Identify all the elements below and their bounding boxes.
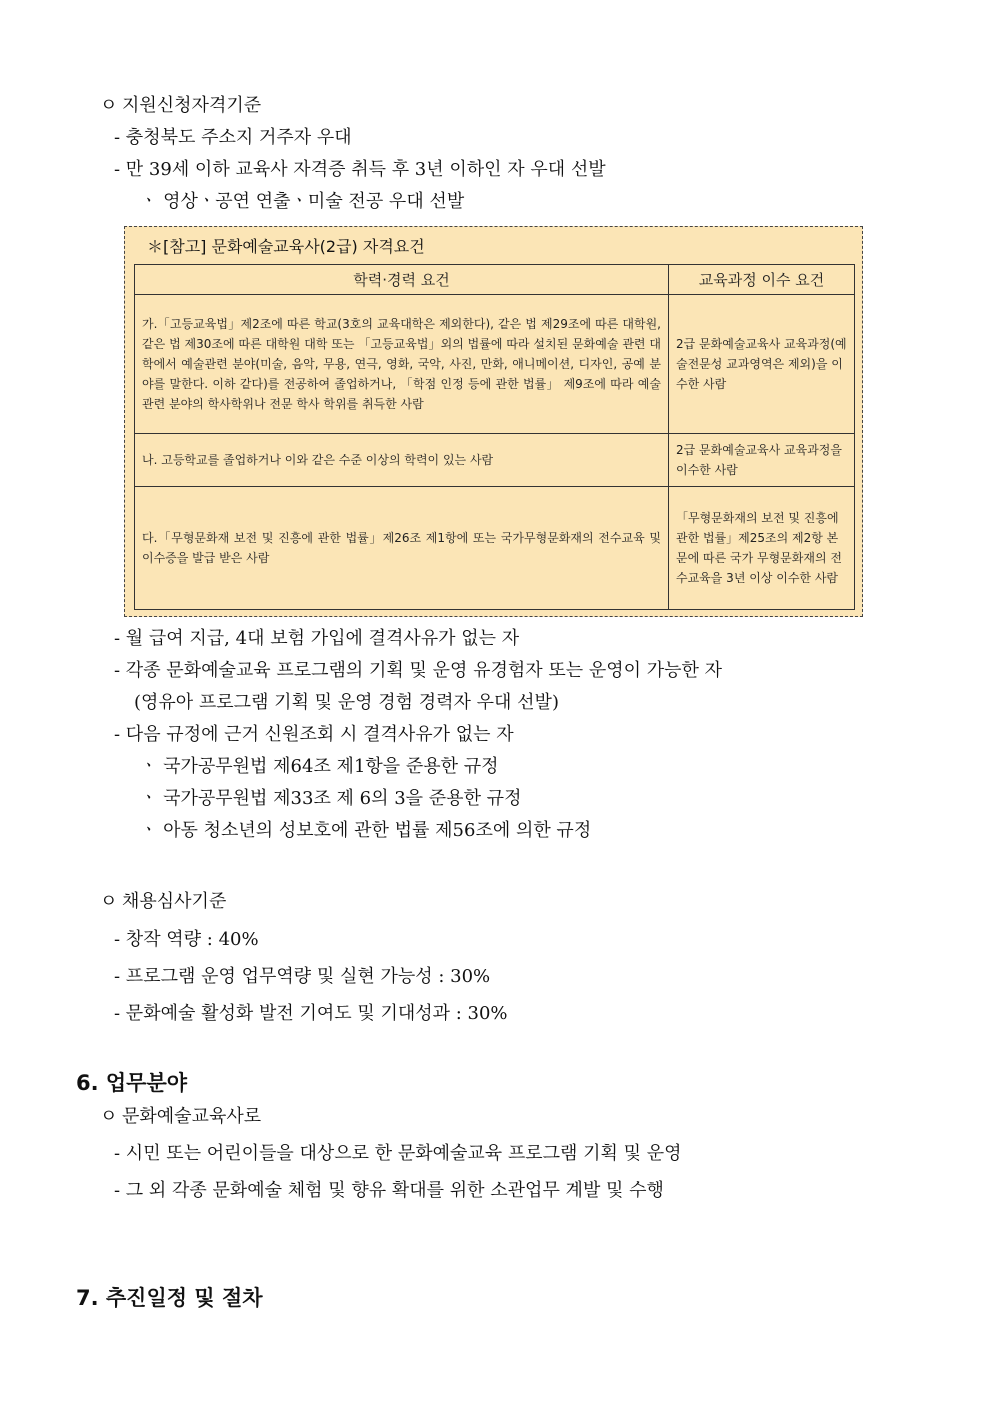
table-row — [135, 487, 855, 610]
requirements-table — [134, 264, 855, 610]
more-qual-7: ㆍ 아동 청소년의 성보호에 관한 법률 제56조에 의한 규정 — [140, 820, 592, 841]
header-course: 교육과정 이수 요건 — [669, 265, 855, 295]
more-qual-2: - 각종 문화예술교육 프로그램의 기획 및 운영 유경험자 또는 운영이 가능한 자 — [114, 660, 723, 681]
section-6-sub: ㅇ 문화예술교육사로 — [100, 1106, 262, 1127]
more-qual-4: - 다음 규정에 근거 신원조회 시 결격사유가 없는 자 — [114, 724, 514, 745]
screening-item-2: - 프로그램 운영 업무역량 및 실현 가능성 : 30% — [114, 966, 491, 987]
row-2-left: 나. 고등학교를 졸업하거나 이와 같은 수준 이상의 학력이 있는 사람 — [135, 434, 669, 487]
table-row — [135, 295, 855, 434]
qual-subitem-1: ㆍ 영상ㆍ공연 연출ㆍ미술 전공 우대 선발 — [140, 191, 465, 212]
screening-item-1: - 창작 역량 : 40% — [114, 929, 259, 950]
circle-bullet: ㅇ — [100, 891, 118, 912]
row-1-right: 2급 문화예술교육사 교육과정(예술전문성 교과영역은 제외)을 이수한 사람 — [669, 295, 855, 434]
screening-item-3: - 문화예술 활성화 발전 기여도 및 기대성과 : 30% — [114, 1003, 508, 1024]
row-3-left: 다.「무형문화재 보전 및 진흥에 관한 법률」제26조 제1항에 또는 국가무형문화재의 전수교육 및 이수증을 발급 받은 사람 — [135, 487, 669, 610]
qualifications-title: ㅇ 지원신청자격기준 — [100, 95, 262, 116]
more-qual-5: ㆍ 국가공무원법 제64조 제1항을 준용한 규정 — [140, 756, 499, 777]
circle-bullet: ㅇ — [100, 95, 118, 116]
qual-item-1: - 충청북도 주소지 거주자 우대 — [114, 127, 352, 148]
more-qual-1: - 월 급여 지급, 4대 보험 가입에 결격사유가 없는 자 — [114, 628, 520, 649]
section-6-item-1: - 시민 또는 어린이들을 대상으로 한 문화예술교육 프로그램 기획 및 운영 — [114, 1143, 682, 1164]
more-qual-3: (영유아 프로그램 기획 및 운영 경험 경력자 우대 선발) — [134, 692, 559, 713]
row-1-left: 가.「고등교육법」제2조에 따른 학교(3호의 교육대학은 제외한다), 같은 법 제29조에 따른 대학원, 같은 법 제30조에 따른 대학원 대학 또는 「고등교육법」외의 법률에 따라 설치된 문화예술 관련 대학에서 예술관련 분야(미술, 음악, 무용, 연극, 영화, 국악, 사진, 만화, 애니메이션, 디자인, 공예 분야를 말한다. 이하 같다)를 전공하여 졸업하거나, 「학점 인정 등에 관한 법률」 제9조에 따라 예술 관련 분야의 학사학위나 전문 학사 학위를 취득한 사람 — [135, 295, 669, 434]
table-header-row — [135, 265, 855, 295]
more-qual-6: ㆍ 국가공무원법 제33조 제 6의 3을 준용한 규정 — [140, 788, 522, 809]
section-6-heading: 6. 업무분야 — [76, 1071, 188, 1095]
circle-bullet: ㅇ — [100, 1106, 118, 1127]
reference-box-title: ＊[참고] 문화예술교육사(2급) 자격요건 — [147, 237, 425, 256]
screening-title: ㅇ 채용심사기준 — [100, 891, 227, 912]
qual-item-2: - 만 39세 이하 교육사 자격증 취득 후 3년 이하인 자 우대 선발 — [114, 159, 606, 180]
reference-box — [124, 226, 863, 617]
section-6-item-2: - 그 외 각종 문화예술 체험 및 향유 확대를 위한 소관업무 계발 및 수행 — [114, 1180, 664, 1201]
row-3-right: 「무형문화재의 보전 및 진흥에 관한 법률」제25조의 제2항 본문에 따른 국가 무형문화재의 전수교육을 3년 이상 이수한 사람 — [669, 487, 855, 610]
section-7-heading: 7. 추진일정 및 절차 — [76, 1286, 263, 1310]
row-2-right: 2급 문화예술교육사 교육과정을 이수한 사람 — [669, 434, 855, 487]
table-row — [135, 434, 855, 487]
header-education: 학력·경력 요건 — [135, 265, 669, 295]
